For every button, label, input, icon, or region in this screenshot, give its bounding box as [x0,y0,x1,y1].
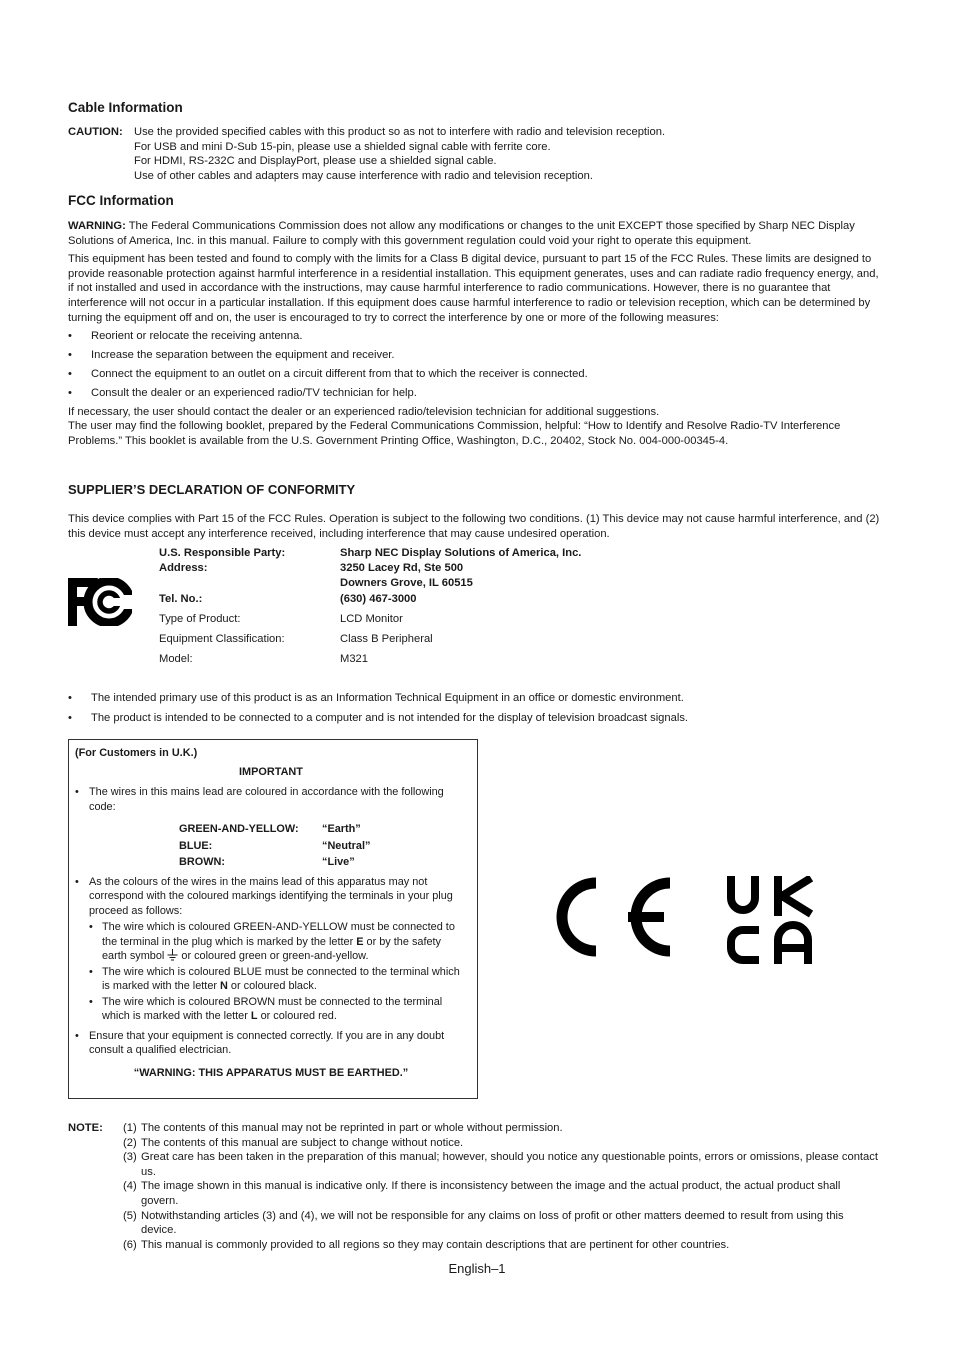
class-value: Class B Peripheral [340,633,433,645]
list-item: • Ensure that your equipment is connected correctly. If you are in any doubt consult a qualified electrician. [75,1029,467,1058]
list-item: • The intended primary use of this product is as an Information Technical Equipment in an office or domestic environment. [68,691,883,706]
fcc-after1: If necessary, the user should contact the dealer or an experienced radio/television technician for additional suggestions. [68,405,660,418]
sub3-text: The wire which is coloured BROWN must be connected to the terminal which is marked with the letter [102,995,443,1022]
earthed-warning: “WARNING: THIS APPARATUS MUST BE EARTHED.” [133,1066,409,1079]
note-label: NOTE: [68,1122,103,1134]
sdoc-intro: This device complies with Part 15 of the FCC Rules. Operation is subject to the following two conditions. (1) This device may not cause harmful interference, and (2) this device must accept any interference received, including interference that may cause undesired operation. [68,513,880,540]
caution-line: Use the provided specified cables with this product so as not to interfere with radio and television reception. [134,126,666,138]
caution-label: CAUTION: [68,126,123,138]
uk-box [68,739,478,1099]
party-value: Sharp NEC Display Solutions of America, Inc. [340,547,582,559]
note-text: This manual is commonly provided to all regions so they may contain descriptions that are pertinent for other countries. [141,1238,730,1251]
wires-intro: The wires in this mains lead are coloured in accordance with the following code: [89,786,444,813]
sdoc-uses [68,691,883,725]
address-label: Address: [159,562,208,574]
list-item [123,1238,878,1253]
colour-code-table [89,821,467,871]
as-colours: As the colours of the wires in the mains lead of this apparatus may not correspond with the coloured markings identifying the terminals in your plug proceed as follows: [89,875,453,917]
caution-text [134,125,894,183]
list-item: • Consult the dealer or an experienced radio/TV technician for help. [68,386,883,401]
note-text: Great care has been taken in the preparation of this manual; however, should you notice any questionable points, errors or omissions, please contact us. [141,1151,878,1178]
caution-line: For HDMI, RS-232C and DisplayPort, please use a shielded signal cable. [134,155,497,168]
code-color: GREEN-AND-YELLOW: [179,823,299,835]
list-item [123,1136,878,1151]
list-item [89,920,467,964]
note-num: (4) [123,1180,137,1193]
sdoc-heading: SUPPLIER’S DECLARATION OF CONFORMITY [68,482,356,497]
uk-sub-list [89,920,467,1024]
cable-heading: Cable Information [68,100,183,115]
earth-symbol-icon [167,949,178,961]
note-num: (5) [123,1209,137,1222]
tel-label: Tel. No.: [159,593,203,605]
list-item [89,965,467,994]
sub1-text: or by the safety earth symbol [102,935,441,962]
sub2-text: The wire which is coloured BLUE must be connected to the terminal which is marked with the letter [102,965,460,992]
list-item: • The product is intended to be connected to a computer and is not intended for the display of television broadcast signals. [68,711,883,726]
fcc-body [68,219,883,448]
address-line1: 3250 Lacey Rd, Ste 500 [340,562,464,574]
list-item [75,875,467,1024]
note-list [123,1121,878,1252]
model-label: Model: [159,653,193,665]
fcc-measures [68,329,883,401]
note-text: Notwithstanding articles (3) and (4), we will not be responsible for any claims on loss of profit or other matters deemed to result from using this device. [141,1209,844,1237]
note-num: (3) [123,1151,137,1164]
code-meaning: “Neutral” [322,839,371,852]
warning-label: WARNING: [68,220,126,232]
uk-important: IMPORTANT [239,765,303,778]
type-label: Type of Product: [159,613,241,625]
list-item [123,1179,878,1208]
code-color: BLUE: [179,839,213,852]
code-meaning: “Earth” [322,823,361,835]
caution-line: Use of other cables and adapters may cause interference with radio and television reception. [134,169,593,182]
note-num: (2) [123,1136,137,1149]
uk-customers: (For Customers in U.K.) [75,747,198,759]
uk-list [75,785,467,1058]
sub1-text: The wire which is coloured GREEN-AND-YELLOW must be connected to the terminal in the plug which is marked by the letter [102,921,455,948]
list-item [123,1121,878,1136]
sub2-text: or coloured black. [227,980,317,992]
sub3-text: or coloured red. [257,1010,337,1022]
code-color: BROWN: [179,856,225,868]
list-item [123,1209,878,1238]
type-value: LCD Monitor [340,613,403,625]
code-meaning: “Live” [322,856,355,868]
fcc-heading: FCC Information [68,193,174,208]
list-item: • Increase the separation between the equipment and receiver. [68,348,883,363]
list-item [123,1150,878,1179]
caution-line: For USB and mini D-Sub 15-pin, please use a shielded signal cable with ferrite core. [134,140,551,153]
letter-n: N [220,980,228,992]
class-label: Equipment Classification: [159,633,285,645]
model-value: M321 [340,653,368,665]
page-number: English–1 [448,1261,506,1276]
ce-mark [548,876,672,958]
fcc-paragraph: This equipment has been tested and found to comply with the limits for a Class B digital device, pursuant to part 15 of the FCC Rules. These limits are designed to provide reasonable protection against harmful interference in a residential installation. This equipment generates, uses and can radiate radio frequency energy, and, if not installed and used in accordance with the instructions, may cause harmful interference to radio communications. However, there is no guarantee that interference will not occur in a particular installation. If this equipment does cause harmful interference to radio or television reception, which can be determined by turning the equipment off and on, the user is encouraged to try to correct the interference by one or more of the following measures: [68,253,879,324]
fcc-warning [68,219,883,248]
note-num: (6) [123,1238,137,1251]
list-item [89,995,467,1024]
letter-e: E [356,935,364,948]
letter-l: L [250,1010,258,1022]
party-label: U.S. Responsible Party: [159,547,286,559]
address-line2: Downers Grove, IL 60515 [340,577,473,589]
ukca-mark [727,876,815,964]
note-text: The contents of this manual are subject to change without notice. [141,1136,464,1149]
note-num: (1) [123,1122,137,1134]
fcc-logo [68,578,132,626]
note-text: The contents of this manual may not be reprinted in part or whole without permission. [141,1122,563,1134]
list-item [75,785,467,871]
sub1-text: or coloured green or green-and-yellow. [178,950,369,962]
warning-text: The Federal Communications Commission does not allow any modifications or changes to the unit EXCEPT those specified by Sharp NEC Display Solutions of America, Inc. in this manual. Failure to comply with this government regulation could void your right to operate this equipment. [68,220,855,247]
tel-value: (630) 467-3000 [340,593,417,605]
list-item: • Reorient or relocate the receiving antenna. [68,329,883,344]
note-text: The image shown in this manual is indicative only. If there is inconsistency between the image and the actual product, the actual product shall govern. [141,1180,841,1207]
list-item: • Connect the equipment to an outlet on a circuit different from that to which the receiver is connected. [68,367,883,382]
fcc-after2: The user may find the following booklet, prepared by the Federal Communications Commission, helpful: “How to Identify and Resolve Radio-TV Interference Problems.” This booklet is available from the U.S. Government Printing Office, Washington, D.C., 20402, Stock No. 004-000-00345-4. [68,420,841,447]
